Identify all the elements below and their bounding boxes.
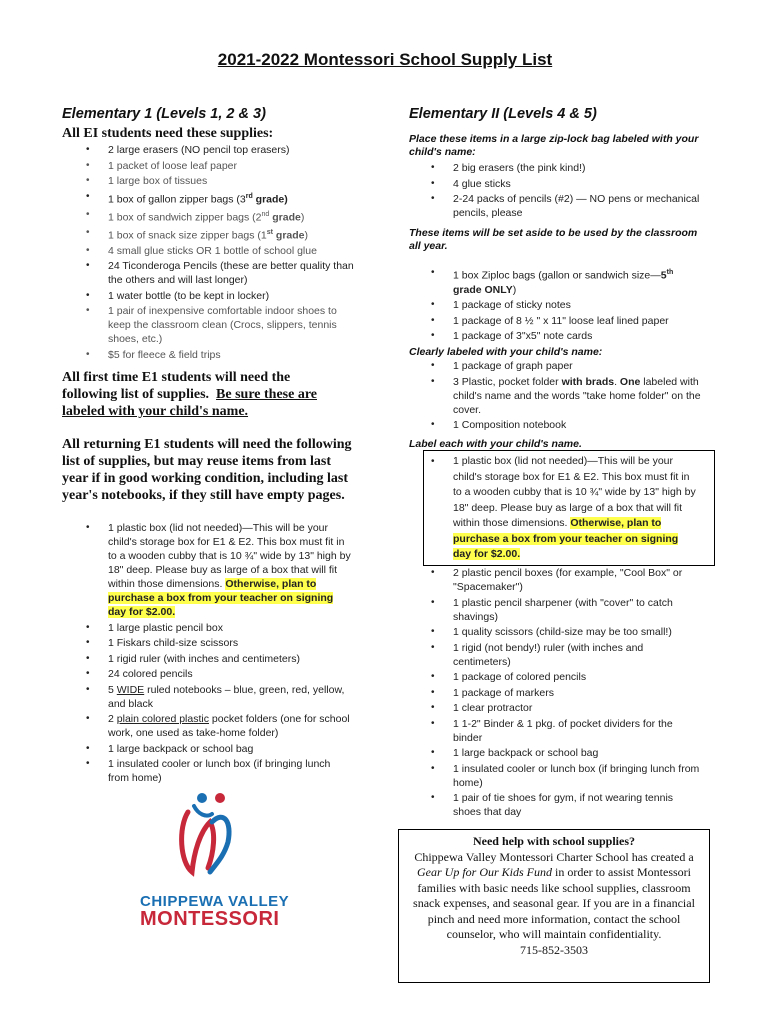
storage-box-list xyxy=(453,454,698,564)
clearly-labeled-label: Clearly labeled with your child's name: xyxy=(409,346,603,358)
returning-note: All returning E1 students will need the following list of supplies, but may reuse items from last year if in good working condition, including last year's notebooks, if they still have empty pages. xyxy=(62,437,352,503)
list-item: • 1 large plastic pencil box xyxy=(108,621,353,635)
list-item: • 1 box of gallon zipper bags (3rd grade) xyxy=(108,190,358,207)
list-item: • 1 plastic box (lid not needed)—This will be your child's storage box for E1 & E2. This box must fit in to a wooden cubby that is 10 ¾" wide by 13" high by 18" deep. Please buy as large of a box that will fit within those dimensions. Otherwise, plan to purchase a box from your teacher on signing day for $2.00. xyxy=(453,454,698,563)
page-title: 2021-2022 Montessori School Supply List xyxy=(217,50,553,69)
list-item: • 1 Composition notebook xyxy=(453,418,703,432)
list-item: • 1 1-2" Binder & 1 pkg. of pocket dividers for the binder xyxy=(453,717,703,745)
first-time-note: All first time E1 students will need the following list of supplies. Be sure these are labeled with your child's name. xyxy=(62,370,317,419)
clearly-labeled-list xyxy=(453,359,703,434)
list-item: • 24 Ticonderoga Pencils (these are better quality than the others and will last longer) xyxy=(108,259,358,287)
list-item: • 1 box Ziploc bags (gallon or sandwich size—5th grade ONLY) xyxy=(453,266,703,297)
list-item: • 4 glue sticks xyxy=(453,177,703,191)
elementary-1-heading: Elementary 1 (Levels 1, 2 & 3) xyxy=(62,106,266,122)
list-item: • 1 box of sandwich zipper bags (2nd grade) xyxy=(108,208,358,225)
list-item: • 1 package of markers xyxy=(453,686,703,700)
list-item: • 1 Fiskars child-size scissors xyxy=(108,636,353,650)
list-item: • 1 packet of loose leaf paper xyxy=(108,159,358,173)
list-item: • 1 pair of inexpensive comfortable indoor shoes to keep the classroom clean (Crocs, slippers, tennis shoes, etc.) xyxy=(108,304,358,346)
list-item: • 24 colored pencils xyxy=(108,667,353,681)
ei-supply-list xyxy=(108,143,358,363)
list-item: • 2 large erasers (NO pencil top erasers) xyxy=(108,143,358,157)
list-item: • 1 clear protractor xyxy=(453,701,703,715)
list-item: • 1 insulated cooler or lunch box (if bringing lunch from home) xyxy=(453,762,703,790)
label-each-label: Label each with your child's name. xyxy=(409,438,582,450)
logo-line-2: MONTESSORI xyxy=(140,908,280,930)
list-item: • 1 pair of tie shoes for gym, if not wearing tennis shoes that day xyxy=(453,791,703,819)
list-item: • 1 rigid ruler (with inches and centimeters) xyxy=(108,652,353,666)
set-aside-label: These items will be set aside to be used by the classroom all year. xyxy=(409,227,698,252)
help-phone: 715-852-3503 xyxy=(520,942,588,957)
all-ei-label: All EI students need these supplies: xyxy=(62,126,274,141)
zip-bag-label: Place these items in a large zip-lock bag labeled with your child's name: xyxy=(409,133,699,158)
logo-line-1: CHIPPEWA VALLEY xyxy=(140,893,290,910)
list-item: • 1 insulated cooler or lunch box (if bringing lunch from home) xyxy=(108,757,353,785)
list-item: • 2 big erasers (the pink kind!) xyxy=(453,161,703,175)
list-item: • 1 quality scissors (child-size may be too small!) xyxy=(453,625,703,639)
list-item: • 2 plain colored plastic pocket folders (one for school work, one used as take-home folder) xyxy=(108,712,353,740)
list-item: • 1 large backpack or school bag xyxy=(453,746,703,760)
list-item: • 1 rigid (not bendy!) ruler (with inches and centimeters) xyxy=(453,641,703,669)
list-item: • 1 package of 3"x5" note cards xyxy=(453,329,703,343)
list-item: • 1 plastic pencil sharpener (with "cover" to catch shavings) xyxy=(453,596,703,624)
help-title: Need help with school supplies? xyxy=(472,834,636,848)
list-item: • 1 package of graph paper xyxy=(453,359,703,373)
list-item: • 1 plastic box (lid not needed)—This will be your child's storage box for E1 & E2. This box must fit in to a wooden cubby that is 10 ¾" wide by 13" high by 18" deep. Please buy as large of a box that will fit within those dimensions. Otherwise, plan to purchase a box from your teacher on signing day for $2.00. xyxy=(108,521,353,619)
help-box xyxy=(398,829,710,983)
list-item: • 4 small glue sticks OR 1 bottle of school glue xyxy=(108,244,358,258)
list-item: • 1 box of snack size zipper bags (1st grade) xyxy=(108,226,358,243)
list-item: • 2-24 packs of pencils (#2) — NO pens or mechanical pencils, please xyxy=(453,192,703,220)
label-each-list xyxy=(453,566,703,821)
list-item: • 1 water bottle (to be kept in locker) xyxy=(108,289,358,303)
list-item: • 2 plastic pencil boxes (for example, "Cool Box" or "Spacemaker") xyxy=(453,566,703,594)
set-aside-list xyxy=(453,266,703,345)
list-item: • 1 package of colored pencils xyxy=(453,670,703,684)
help-body: Chippewa Valley Montessori Charter School has created a Gear Up for Our Kids Fund in order to assist Montessori families with basic needs like school supplies, classroom snack expenses, and seasonal gear. If you are in a financial pinch and need more information, contact the school counselor, who will maintain confidentiality. xyxy=(413,849,695,941)
list-item: • 3 Plastic, pocket folder with brads. One labeled with child's name and the words "take home folder" on the cover. xyxy=(453,375,703,417)
returning-supply-list xyxy=(108,521,353,787)
list-item: • 1 large backpack or school bag xyxy=(108,742,353,756)
list-item: • 1 package of sticky notes xyxy=(453,298,703,312)
list-item: • 5 WIDE ruled notebooks – blue, green, red, yellow, and black xyxy=(108,683,353,711)
list-item: • 1 package of 8 ½ " x 11" loose leaf lined paper xyxy=(453,314,703,328)
elementary-2-heading: Elementary II (Levels 4 & 5) xyxy=(409,106,597,122)
list-item: • $5 for fleece & field trips xyxy=(108,348,358,362)
list-item: • 1 large box of tissues xyxy=(108,174,358,188)
zip-bag-list xyxy=(453,161,703,222)
